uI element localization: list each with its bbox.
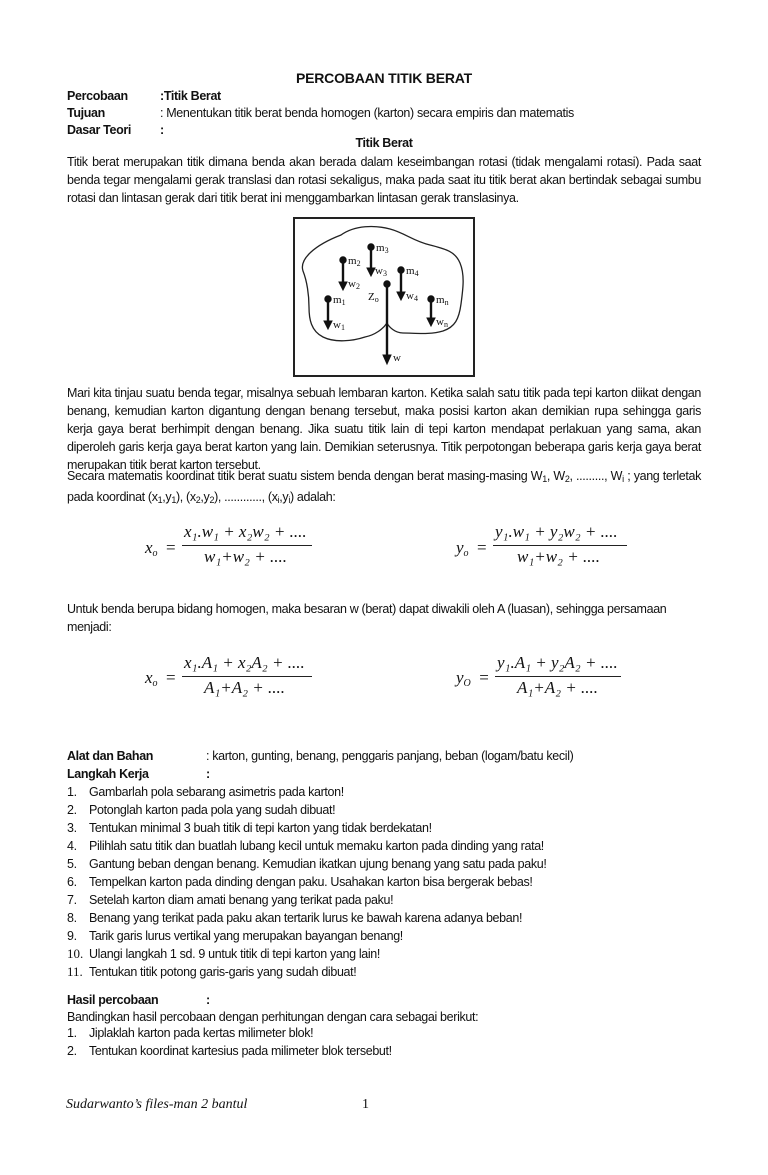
- step-item: 2. Potonglah karton pada pola yang sudah dibuat!: [67, 803, 336, 817]
- meta-value: :Titik Berat: [160, 89, 221, 103]
- step-item: 7. Setelah karton diam amati benang yang terikat pada paku!: [67, 893, 394, 907]
- label-w1: w1: [333, 319, 345, 332]
- results-steps: [67, 1024, 392, 1060]
- numerator: x₁.A₁ + x₂A₂ + ....: [184, 653, 305, 672]
- arrow-w3: [367, 268, 375, 276]
- arrow-w: [383, 355, 391, 364]
- arrow-w4: [397, 292, 405, 300]
- label-w: w: [393, 352, 401, 364]
- meta-percobaan: [67, 88, 221, 104]
- result-step-item: 1. Jiplaklah karton pada kertas milimeter blok!: [67, 1026, 314, 1040]
- fraction-bar: [182, 545, 312, 546]
- step-item: 11. Tentukan titik potong garis-garis yang sudah dibuat!: [67, 964, 357, 979]
- formula-x-area-lhs: $x_o$ =: [145, 668, 176, 689]
- numerator: y₁.A₁ + y₂A₂ + ....: [497, 653, 618, 672]
- paragraph-definition: Titik berat merupakan titik dimana benda akan berada dalam keseimbangan rotasi (tidak mengalami rotasi). Pada saat benda tegar mengalami gerak translasi dan rotasi sekaligus, maka pada saat itu titik berat akan bertindak sebagai sumbu rotasi dan lintasan gerak dari titik berat ini menggambarkan lintasan gerak translasinya.: [67, 155, 701, 205]
- materials-label: Alat dan Bahan: [67, 749, 154, 763]
- results-header-row: [67, 992, 210, 1008]
- arrow-w1: [324, 321, 332, 329]
- paragraph-mathematical: Secara matematis koordinat titik berat suatu sistem benda dengan berat masing-masing $W_1$, $W_2$, ........., $W_i$ ; yang terletak pada koordinat $(x_1,y_1)$, $(x_2,y_2)$, ............, $(x_i,y_i)$ adalah:: [67, 469, 701, 505]
- step-item: 6. Tempelkan karton pada dinding dengan paku. Usahakan karton bisa bergerak bebas!: [67, 875, 533, 889]
- materials-row: [67, 748, 573, 764]
- denominator: A₁+A₂ + ....: [517, 678, 599, 697]
- steps-colon: :: [206, 767, 210, 781]
- label-wn: wn: [436, 316, 448, 329]
- steps-header-row: [67, 766, 210, 782]
- fraction-bar: [182, 676, 312, 677]
- section-title: Titik Berat: [355, 136, 413, 150]
- paragraph-hanging-method: Mari kita tinjau suatu benda tegar, misalnya sebuah lembaran karton. Ketika salah satu titik pada tepi karton diikat dengan benang, kemudian karton digantung dengan benang tersebut, maka posisi karton akan demikian rupa sehingga garis kerja gaya berat berhimpit dengan benang. Jika suatu titik lain di tepi karton mendapat perlakuan yang sama, akan diperoleh garis kerja gaya berat karton yang lain. Demikian seterusnya. Titik perpotongan beberapa garis kerja gaya berat merupakan titik berat karton tersebut.: [67, 386, 701, 472]
- denominator: w₁+w₂ + ....: [517, 547, 600, 566]
- meta-label: Tujuan: [67, 106, 105, 120]
- meta-tujuan: [67, 105, 574, 121]
- label-w2: w2: [348, 278, 360, 291]
- formula-y-weight: [493, 522, 627, 568]
- formula-x-weight: [182, 522, 312, 568]
- numerator: x₁.w₁ + x₂w₂ + ....: [184, 522, 307, 541]
- step-item: 9. Tarik garis lurus vertikal yang merupakan bayangan benang!: [67, 929, 403, 943]
- step-item: 1. Gambarlah pola sebarang asimetris pada karton!: [67, 785, 344, 799]
- meta-value: : Menentukan titik berat benda homogen (karton) secara empiris dan matematis: [160, 106, 574, 120]
- meta-label: Dasar Teori: [67, 123, 132, 137]
- figure-diagram: [295, 219, 473, 375]
- steps-label: Langkah Kerja: [67, 767, 149, 781]
- formula-x-area: [182, 653, 312, 699]
- step-item: 8. Benang yang terikat pada paku akan tertarik lurus ke bawah karena adanya beban!: [67, 911, 523, 925]
- step-item: 10. Ulangi langkah 1 sd. 9 untuk titik di tepi karton yang lain!: [67, 946, 380, 961]
- numerator: y₁.w₁ + y₂w₂ + ....: [495, 522, 618, 541]
- paragraph-area-substitution: Untuk benda berupa bidang homogen, maka besaran w (berat) dapat diwakili oleh A (luasan), sehingga persamaan menjadi:: [67, 602, 667, 634]
- footer-text: Sudarwanto’s files-man 2 bantul: [66, 1097, 248, 1112]
- label-m1: m1: [333, 294, 346, 307]
- arrow-w2: [339, 282, 347, 290]
- arrow-wn: [427, 318, 435, 326]
- document-title: PERCOBAAN TITIK BERAT: [296, 70, 472, 86]
- results-colon: :: [206, 993, 210, 1007]
- label-w3: w3: [375, 265, 387, 278]
- step-item: 4. Pilihlah satu titik dan buatlah lubang kecil untuk memaku karton pada dinding yang rata!: [67, 839, 544, 853]
- label-m4: m4: [406, 265, 419, 278]
- meta-value: :: [160, 123, 164, 137]
- results-intro: Bandingkan hasil percobaan dengan perhitungan dengan cara sebagai berikut:: [67, 1010, 479, 1024]
- meta-label: Percobaan: [67, 89, 128, 103]
- formula-x-weight-lhs: $x_o$ =: [145, 538, 176, 559]
- results-label: Hasil percobaan: [67, 993, 159, 1007]
- label-mn: mn: [436, 294, 449, 307]
- step-item: 5. Gantung beban dengan benang. Kemudian ikatkan ujung benang yang satu pada paku!: [67, 857, 547, 871]
- denominator: A₁+A₂ + ....: [204, 678, 286, 697]
- label-zo: Zo: [368, 291, 379, 304]
- page-number: 1: [362, 1097, 369, 1112]
- center-of-gravity-figure: [293, 217, 475, 377]
- formula-y-area: [495, 653, 621, 699]
- fraction-bar: [495, 676, 621, 677]
- label-m2: m2: [348, 255, 361, 268]
- label-w4: w4: [406, 290, 418, 303]
- fraction-bar: [493, 545, 627, 546]
- result-step-item: 2. Tentukan koordinat kartesius pada milimeter blok tersebut!: [67, 1044, 392, 1058]
- step-item: 3. Tentukan minimal 3 buah titik di tepi karton yang tidak berdekatan!: [67, 821, 432, 835]
- formula-y-area-lhs: $y_O$ =: [456, 668, 489, 689]
- formula-y-weight-lhs: $y_o$ =: [456, 538, 487, 559]
- denominator: w₁+w₂ + ....: [204, 547, 287, 566]
- materials-value: : karton, gunting, benang, penggaris panjang, beban (logam/batu kecil): [206, 749, 574, 763]
- label-m3: m3: [376, 242, 389, 255]
- procedure-steps: [67, 783, 546, 981]
